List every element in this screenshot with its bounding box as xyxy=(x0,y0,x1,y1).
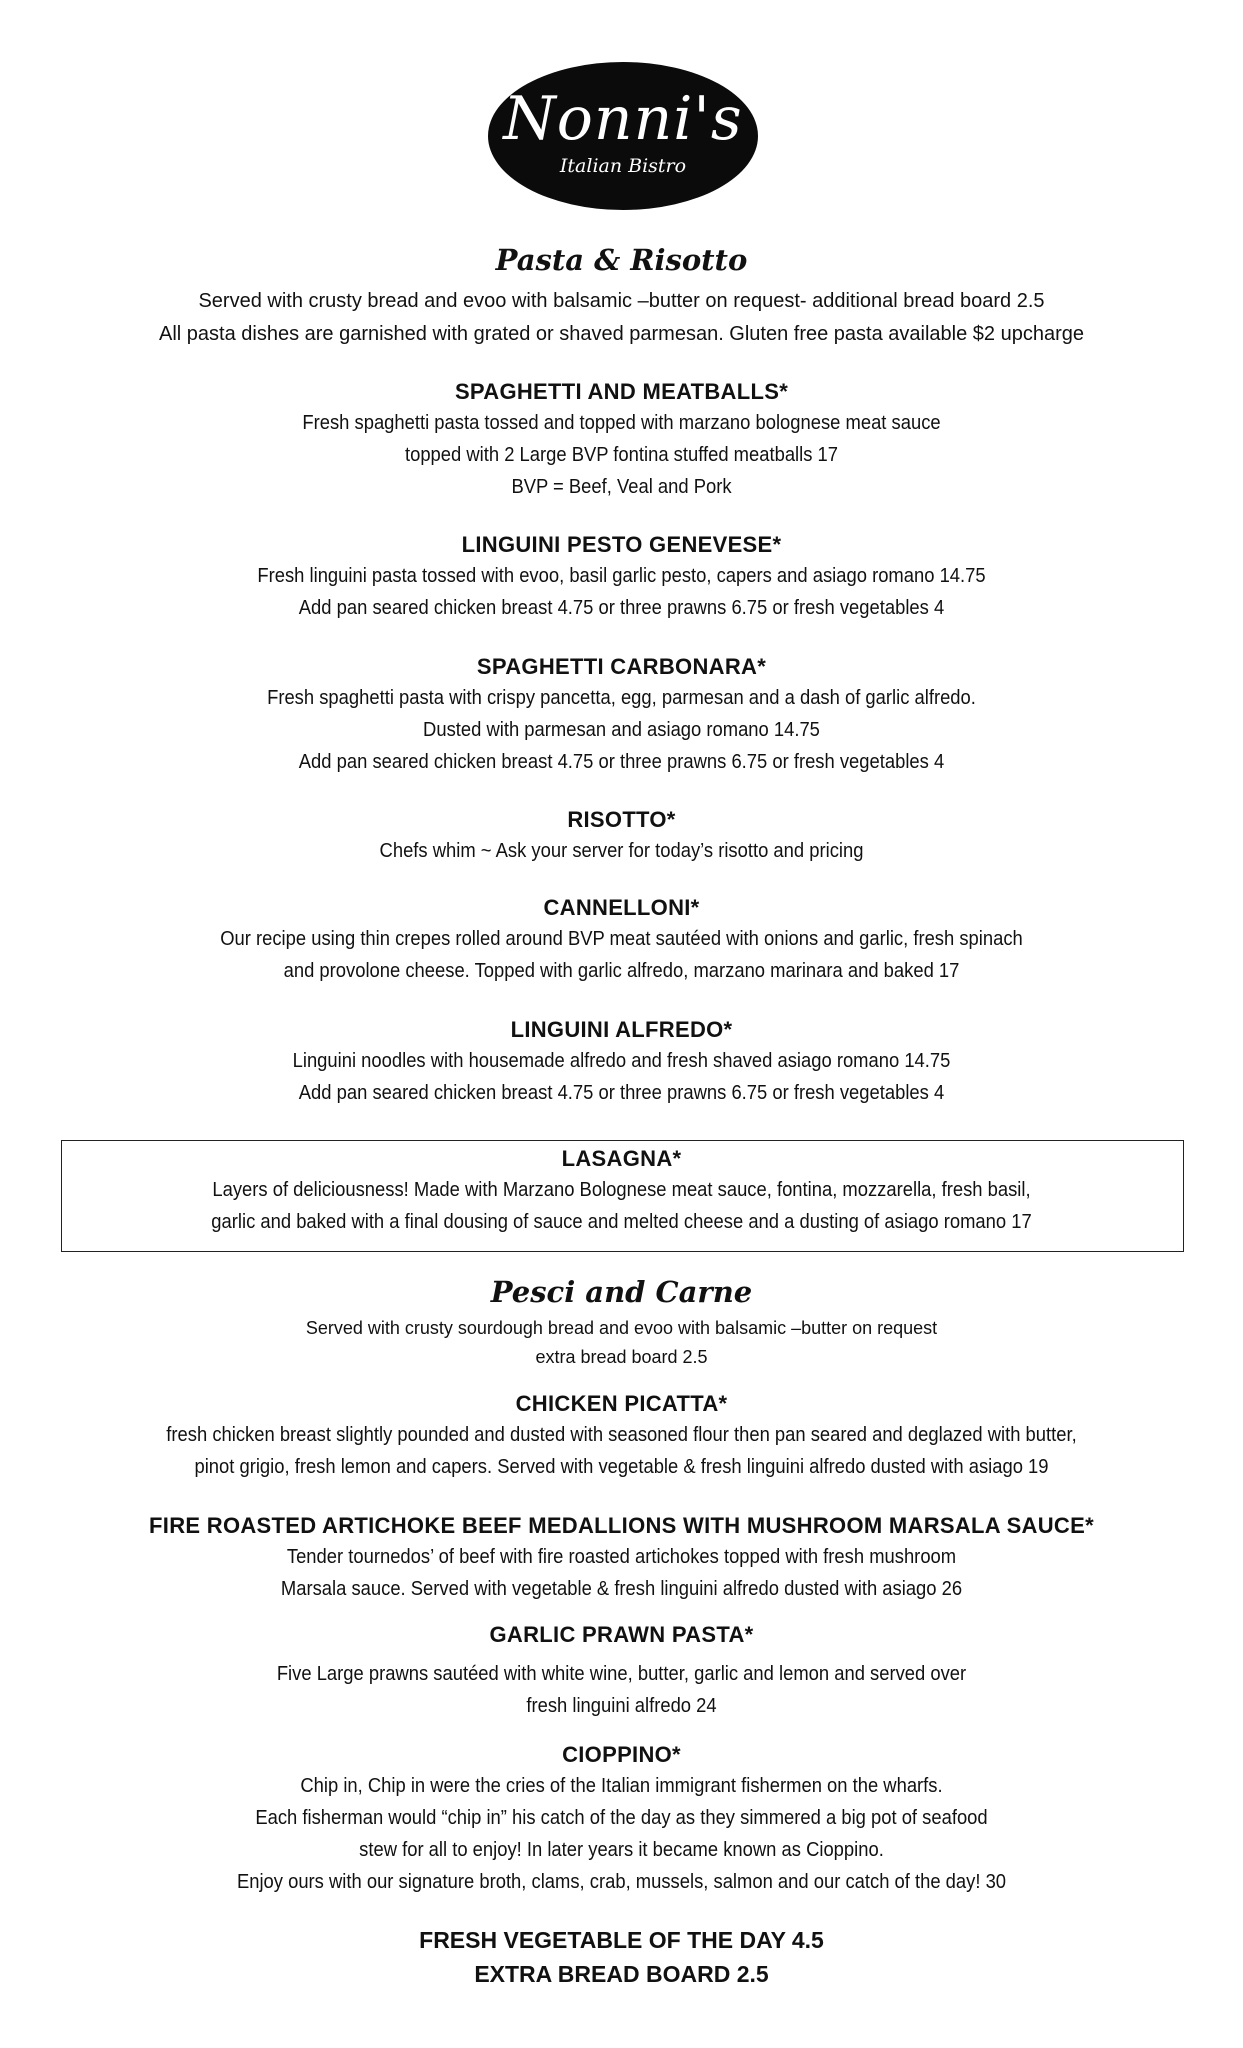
dish-line: fresh chicken breast slightly pounded and dusted with seasoned flour then pan seared and deglazed with butter, xyxy=(166,1424,1077,1446)
dish-garlic-prawn-pasta xyxy=(40,1620,1203,1722)
dish-cannelloni xyxy=(40,893,1203,987)
dish-title: FIRE ROASTED ARTICHOKE BEEF MEDALLIONS WITH MUSHROOM MARSALA SAUCE* xyxy=(149,1513,1094,1538)
dish-title: CIOPPINO* xyxy=(562,1742,681,1767)
dish-chicken-picatta xyxy=(40,1389,1203,1483)
dish-title: CANNELLONI* xyxy=(543,895,700,920)
dish-line: Chip in, Chip in were the cries of the Italian immigrant fishermen on the wharfs. xyxy=(300,1775,943,1797)
dish-line: Dusted with parmesan and asiago romano 14.75 xyxy=(423,719,820,741)
dish-line: Add pan seared chicken breast 4.75 or three prawns 6.75 or fresh vegetables 4 xyxy=(298,597,945,619)
carne-intro xyxy=(40,1314,1203,1372)
dish-line: Fresh spaghetti pasta with crispy pancetta, egg, parmesan and a dash of garlic alfredo. xyxy=(267,687,976,709)
dish-linguini-pesto xyxy=(40,530,1203,624)
dish-line: and provolone cheese. Topped with garlic alfredo, marzano marinara and baked 17 xyxy=(283,960,960,982)
dish-title: RISOTTO* xyxy=(567,807,676,832)
dish-title: GARLIC PRAWN PASTA* xyxy=(489,1622,754,1647)
extra-item: EXTRA BREAD BOARD 2.5 xyxy=(474,1961,769,1987)
dish-linguini-alfredo xyxy=(40,1015,1203,1109)
dish-line: Layers of deliciousness! Made with Marzano Bolognese meat sauce, fontina, mozzarella, fresh basil, xyxy=(212,1179,1031,1201)
dish-line: Fresh spaghetti pasta tossed and topped with marzano bolognese meat sauce xyxy=(302,412,941,434)
dish-title: LINGUINI PESTO GENEVESE* xyxy=(461,532,782,557)
dish-line: garlic and baked with a final dousing of sauce and melted cheese and a dusting of asiago romano 17 xyxy=(211,1211,1032,1233)
dish-spaghetti-meatballs xyxy=(40,377,1203,503)
dish-title: LINGUINI ALFREDO* xyxy=(510,1017,733,1042)
dish-line: Each fisherman would “chip in” his catch of the day as they simmered a big pot of seafood xyxy=(255,1807,988,1829)
section-title-pasta: Pasta & Risotto xyxy=(495,243,748,277)
dish-line: Enjoy ours with our signature broth, clams, crab, mussels, salmon and our catch of the day! 30 xyxy=(236,1871,1007,1893)
dish-line: fresh linguini alfredo 24 xyxy=(526,1695,717,1717)
dish-line: Five Large prawns sautéed with white wine, butter, garlic and lemon and served over xyxy=(276,1663,967,1685)
dish-title: CHICKEN PICATTA* xyxy=(515,1391,728,1416)
dish-line: Fresh linguini pasta tossed with evoo, basil garlic pesto, capers and asiago romano 14.75 xyxy=(257,565,986,587)
pasta-intro xyxy=(40,285,1203,351)
dish-line: Chefs whim ~ Ask your server for today’s risotto and pricing xyxy=(379,840,864,862)
dish-line: pinot grigio, fresh lemon and capers. Served with vegetable & fresh linguini alfredo dusted with asiago 19 xyxy=(194,1456,1049,1478)
section-title-carne: Pesci and Carne xyxy=(490,1275,753,1309)
dish-line: Linguini noodles with housemade alfredo and fresh shaved asiago romano 14.75 xyxy=(292,1050,951,1072)
dish-line: Our recipe using thin crepes rolled around BVP meat sautéed with onions and garlic, fresh spinach xyxy=(220,928,1023,950)
dish-beef-medallions xyxy=(40,1511,1203,1605)
dish-title: SPAGHETTI CARBONARA* xyxy=(476,654,767,679)
extras xyxy=(40,1923,1203,1991)
intro-line: All pasta dishes are garnished with grated or shaved parmesan. Gluten free pasta available $2 upcharge xyxy=(158,323,1084,345)
dish-title: LASAGNA* xyxy=(561,1146,682,1171)
intro-line: Served with crusty bread and evoo with balsamic –butter on request- additional bread board 2.5 xyxy=(198,290,1045,312)
dish-line: BVP = Beef, Veal and Pork xyxy=(511,476,732,498)
dish-line: stew for all to enjoy! In later years it became known as Cioppino. xyxy=(359,1839,884,1861)
intro-line: Served with crusty sourdough bread and evoo with balsamic –butter on request xyxy=(305,1318,938,1338)
dish-line: Marsala sauce. Served with vegetable & fresh linguini alfredo dusted with asiago 26 xyxy=(280,1578,963,1600)
extra-item: FRESH VEGETABLE OF THE DAY 4.5 xyxy=(419,1927,824,1953)
dish-line: topped with 2 Large BVP fontina stuffed meatballs 17 xyxy=(404,444,839,466)
intro-line: extra bread board 2.5 xyxy=(535,1347,708,1367)
dish-line: Tender tournedos’ of beef with fire roasted artichokes topped with fresh mushroom xyxy=(286,1546,957,1568)
restaurant-logo xyxy=(488,62,758,210)
dish-risotto xyxy=(40,805,1203,867)
dish-title: SPAGHETTI AND MEATBALLS* xyxy=(454,379,789,404)
dish-line: Add pan seared chicken breast 4.75 or three prawns 6.75 or fresh vegetables 4 xyxy=(298,1082,945,1104)
dish-lasagna xyxy=(40,1144,1203,1238)
dish-line: Add pan seared chicken breast 4.75 or three prawns 6.75 or fresh vegetables 4 xyxy=(298,751,945,773)
dish-spaghetti-carbonara xyxy=(40,652,1203,778)
logo-name: Nonni's xyxy=(503,84,743,154)
dish-cioppino xyxy=(40,1740,1203,1898)
logo-subtitle: Italian Bistro xyxy=(559,155,687,177)
